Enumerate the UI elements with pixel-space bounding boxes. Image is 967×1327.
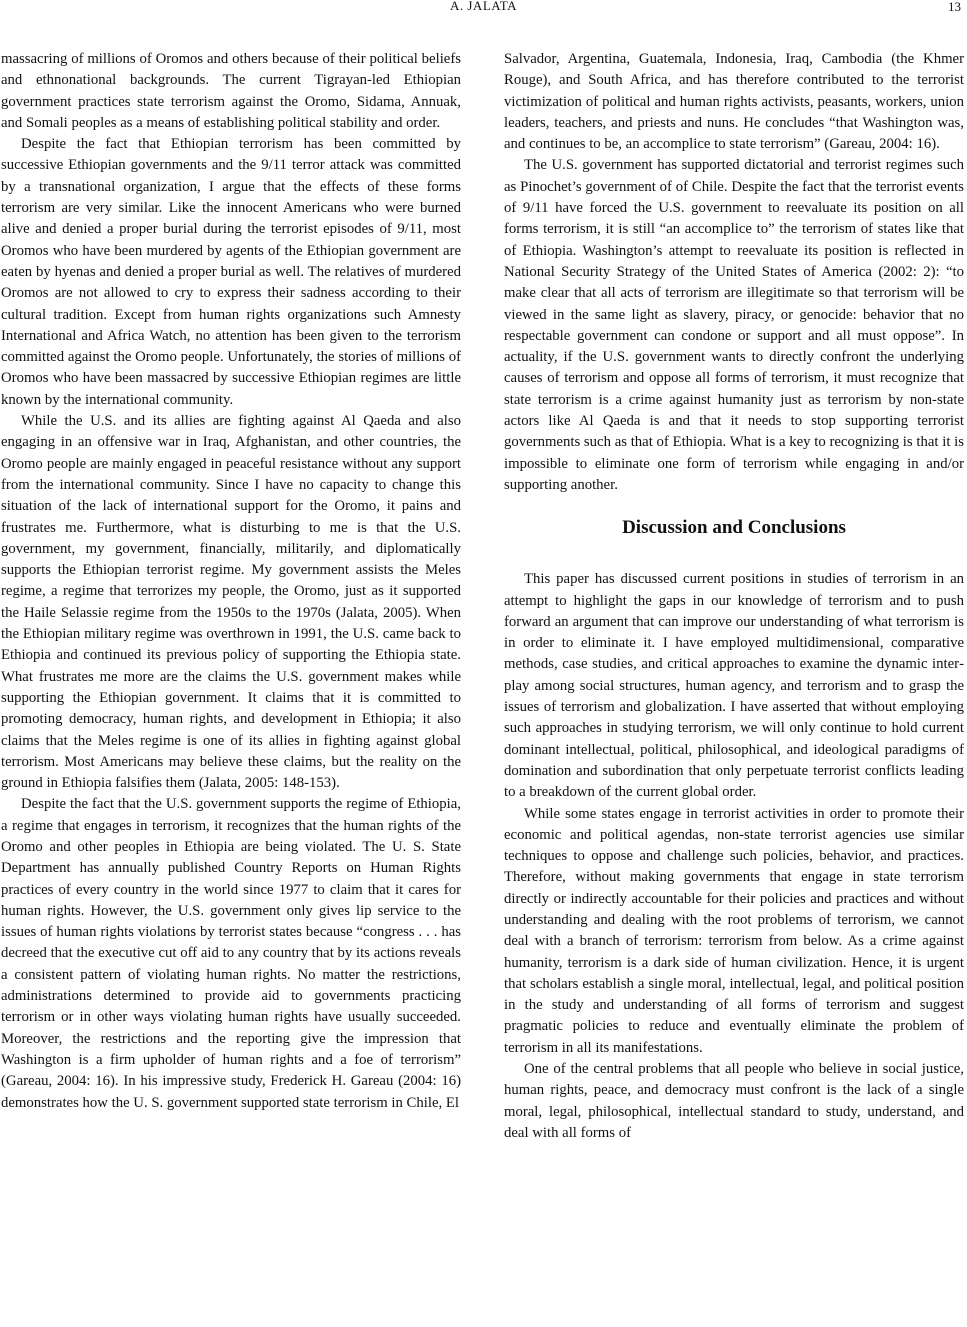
paragraph: One of the central problems that all people who believe in social justice, human rights, peace, and democracy must confront is the lack of a single moral, legal, philosophical, intellectual standard to study, understand, and deal with all forms of [504,1061,964,1141]
running-head: A. JALATA [449,0,517,13]
right-column [504,49,964,1144]
left-column [1,49,461,1114]
paragraph: Salvador, Argentina, Guatemala, Indonesia, Iraq, Cambodia (the Khmer Rouge), and South Africa, and has therefore contributed to the terrorist victimization of political and human rights activists, peasants, workers, union leaders, teachers, and priests and nuns. He concludes “that Washington was, and continues to be, an accomplice to state terrorism” (Gareau, 2004: 16). [504,51,964,153]
paragraph: The U.S. government has supported dictatorial and terrorist regimes such as Pinochet’s government of of Chile. Despite the fact that the terrorist events of 9/11 have forced the U.S. government to reevaluate its position on all forms terrorism, it is still “an accomplice to” the terrorism of states like that of Ethiopia. Washington’s attempt to reevaluate its position is reflected in National Security Strategy of the United States of America (2002: 2): “to make clear that all acts of terrorism are illegitimate so that terrorism will be viewed in the same light as slavery, piracy, or genocide: behavior that no respectable government can condone or support and all must oppose”. In actuality, if the U.S. government wants to directly confront the underlying causes of terrorism and oppose all forms of terrorism, it must recognize that state terrorism is a crime against humanity just as terrorism by non-state actors like Al Qaeda is and that it needs to stop supporting terrorist governments such as that of Ethiopia. What is a key to recognizing is that it is impossible to eliminate one form of terrorism while engaging in and/or supporting another. [504,157,964,493]
paragraph: massacring of millions of Oromos and others because of their political beliefs and ethnonational backgrounds. The current Tigrayan-led Ethiopian government practices state terrorism against the Oromo, Sidama, Annuak, and Somali peoples as a means of establishing political stability and order. [1,51,461,131]
paragraph: This paper has discussed current positions in studies of terrorism in an attempt to highlight the gaps in our knowledge of terrorism and to push forward an argument that can improve our understanding of what terrorism is in order to eliminate it. I have employed multidimensional, comparative methods, case studies, and critical approaches to examine the dynamic interplay among social structures, human agency, and terrorism and to grasp the issues of terrorism and globalization. I have asserted that without employing such approaches in studying terrorism, we will only continue to hold current dominant intellectual, political, philosophical, and ideological paradigms of domination and subordination that only perpetuate terrorist conflicts leading to a breakdown of the current global order. [504,571,964,801]
paragraph: While some states engage in terrorist activities in order to promote their economic and political agendas, non-state terrorist agencies use similar techniques to oppose and challenge such policies, behavior, and practices. Therefore, without making governments that engage in state terrorism directly or indirectly accountable for their policies and practices and without understanding and dealing with the root problems of terrorism, we cannot deal with a branch of terrorism: terrorism from below. As a crime against humanity, terrorism is a dark side of human civilization. Hence, it is urgent that scholars establish a single moral, intellectual, legal, and political position in the study and understanding of all forms of terrorism and suggest pragmatic policies to reduce and eventually eliminate the problem of terrorism in all its manifestations. [504,805,964,1056]
page-number: 13 [948,0,961,14]
paragraph: Despite the fact that Ethiopian terrorism has been committed by successive Ethiopian governments and the 9/11 terror attack was committed by a transnational organization, I argue that the effects of these forms terrorism are very similar. Like the innocent Americans who were burned alive and denied a proper burial during the terrorist episodes of 9/11, most Oromos who have been murdered by agents of the Ethiopian government are eaten by hyenas and denied a proper burial as well. The relatives of murdered Oromos are not allowed to cry to express their sadness according to their cultural tradition. Except from human rights organizations such Amnesty International and Africa Watch, no attention has been given to the terrorism committed against the Oromo people. Unfortunately, the stories of millions of Oromos who have been massacred by successive Ethiopian regimes are little known by the international community. [1,136,461,408]
page-header [0,0,967,15]
paragraph: Despite the fact that the U.S. government supports the regime of Ethiopia, a regime that engages in terrorism, it recognizes that the human rights of the Oromo and other peoples in Ethiopia are being violated. The U. S. State Department has annually published Country Reports on Human Rights practices of every country in the world since 1977 to claim that it cares for human rights. However, the U.S. government only gives lip service to the issues of human rights violations by terrorist states because “congress . . . has decreed that the executive cut off aid to any country that by its actions reveals a consistent pattern of violating human rights. No matter the restrictions, administrations determined to provide aid to governments practicing terrorism or in other ways violating human rights have usually succeeded. Moreover, the restrictions and the reporting give the impression that Washington is a firm upholder of human rights and a foe of terrorism” (Gareau, 2004: 16). In his impressive study, Frederick H. Gareau (2004: 16) demonstrates how the U. S. government supported state terrorism in Chile, El [1,796,461,1111]
section-heading: Discussion and Conclusions [622,517,846,539]
paragraph: While the U.S. and its allies are fighting against Al Qaeda and also engaging in an offensive war in Iraq, Afghanistan, and other countries, the Oromo people are mainly engaged in peaceful resistance without any support from the international community. Since I have no capacity to change this situation of the lack of international support for the Oromo, it pains and frustrates me. Furthermore, what is disturbing to me is that the U.S. government, my government, financially, militarily, and diplomatically supports the Ethiopian terrorist regime. My government assists the Meles regime, a regime that terrorizes my people, the Oromo, just as it supported the Haile Selassie regime from the 1950s to the 1970s (Jalata, 2005). When the Ethiopian military regime was overthrown in 1991, the U.S. came back to Ethiopia and continued its previous policy of supporting the Ethiopia state. What frustrates me more are the claims the U.S. government makes while supporting the Ethiopian government. It claims that it is committed to promoting democracy, human rights, and development in Ethiopia; it also claims that the Meles regime is one of its allies in fighting against global terrorism. Most Americans may believe these claims, but the reality on the ground in Ethiopia falsifies them (Jalata, 2005: 148-153). [1,413,461,792]
